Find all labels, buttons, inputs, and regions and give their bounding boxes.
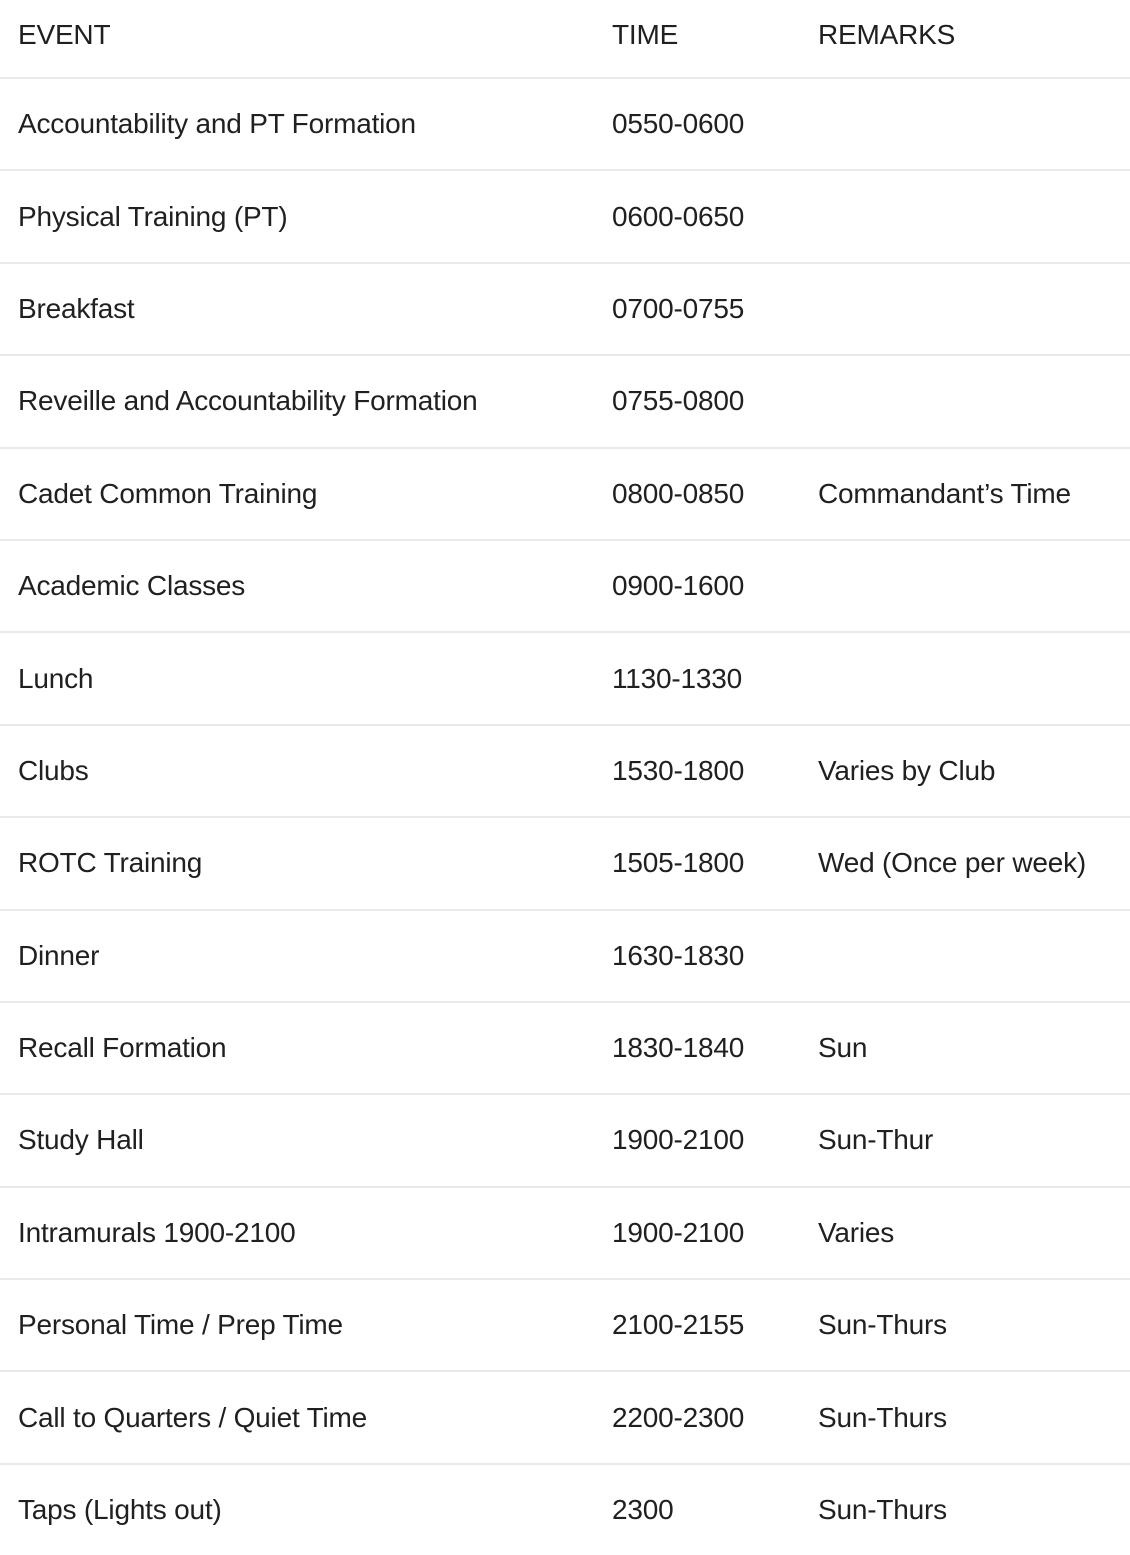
time-cell: 0550-0600	[612, 108, 745, 140]
time-cell: 1530-1800	[612, 754, 745, 786]
time-cell: 1630-1830	[612, 939, 745, 971]
table-row	[0, 447, 1130, 539]
table-row	[0, 1278, 1130, 1370]
table-row	[0, 539, 1130, 631]
remarks-cell: Sun-Thur	[818, 1124, 934, 1156]
event-cell: Personal Time / Prep Time	[18, 1309, 343, 1341]
table-row	[0, 1370, 1130, 1462]
time-cell: 2200-2300	[612, 1401, 745, 1433]
remarks-cell: Wed (Once per week)	[818, 847, 1087, 879]
event-cell: ROTC Training	[18, 847, 203, 879]
event-cell: Physical Training (PT)	[18, 200, 288, 232]
column-header-event: EVENT	[18, 18, 111, 50]
table-row	[0, 169, 1130, 261]
time-cell: 1130-1330	[612, 662, 743, 694]
table-row	[0, 1093, 1130, 1185]
time-cell: 0600-0650	[612, 200, 745, 232]
event-cell: Lunch	[18, 662, 94, 694]
remarks-cell: Sun-Thurs	[818, 1494, 947, 1526]
event-cell: Breakfast	[18, 292, 135, 324]
event-cell: Academic Classes	[18, 570, 246, 602]
table-row	[0, 1463, 1130, 1555]
event-cell: Intramurals 1900-2100	[18, 1216, 296, 1248]
remarks-cell: Sun-Thurs	[818, 1309, 947, 1341]
remarks-cell: Sun	[818, 1032, 868, 1064]
time-cell: 1900-2100	[612, 1124, 745, 1156]
time-cell: 0700-0755	[612, 292, 745, 324]
event-cell: Cadet Common Training	[18, 477, 318, 509]
time-cell: 0800-0850	[612, 477, 745, 509]
remarks-cell: Commandant’s Time	[818, 477, 1071, 509]
table-row	[0, 354, 1130, 446]
event-cell: Recall Formation	[18, 1032, 227, 1064]
time-cell: 0755-0800	[612, 385, 745, 417]
table-row	[0, 1001, 1130, 1093]
remarks-cell: Varies	[818, 1216, 895, 1248]
table-row	[0, 262, 1130, 354]
table-row	[0, 816, 1130, 908]
event-cell: Clubs	[18, 754, 89, 786]
remarks-cell: Varies by Club	[818, 754, 996, 786]
remarks-cell: Sun-Thurs	[818, 1401, 947, 1433]
time-cell: 2300	[612, 1494, 674, 1526]
column-header-remarks: REMARKS	[818, 18, 956, 50]
time-cell: 2100-2155	[612, 1309, 745, 1341]
event-cell: Taps (Lights out)	[18, 1494, 222, 1526]
event-cell: Dinner	[18, 939, 100, 971]
event-cell: Reveille and Accountability Formation	[18, 385, 478, 417]
time-cell: 1505-1800	[612, 847, 745, 879]
event-cell: Accountability and PT Formation	[18, 108, 416, 140]
table-row	[0, 909, 1130, 1001]
event-cell: Call to Quarters / Quiet Time	[18, 1401, 367, 1433]
time-cell: 1830-1840	[612, 1032, 745, 1064]
time-cell: 0900-1600	[612, 570, 745, 602]
table-row	[0, 77, 1130, 169]
table-header-row	[0, 0, 1130, 77]
table-body	[0, 77, 1130, 1555]
event-cell: Study Hall	[18, 1124, 144, 1156]
table-row	[0, 724, 1130, 816]
table-row	[0, 631, 1130, 723]
time-cell: 1900-2100	[612, 1216, 745, 1248]
column-header-time: TIME	[612, 18, 679, 50]
table-row	[0, 1186, 1130, 1278]
